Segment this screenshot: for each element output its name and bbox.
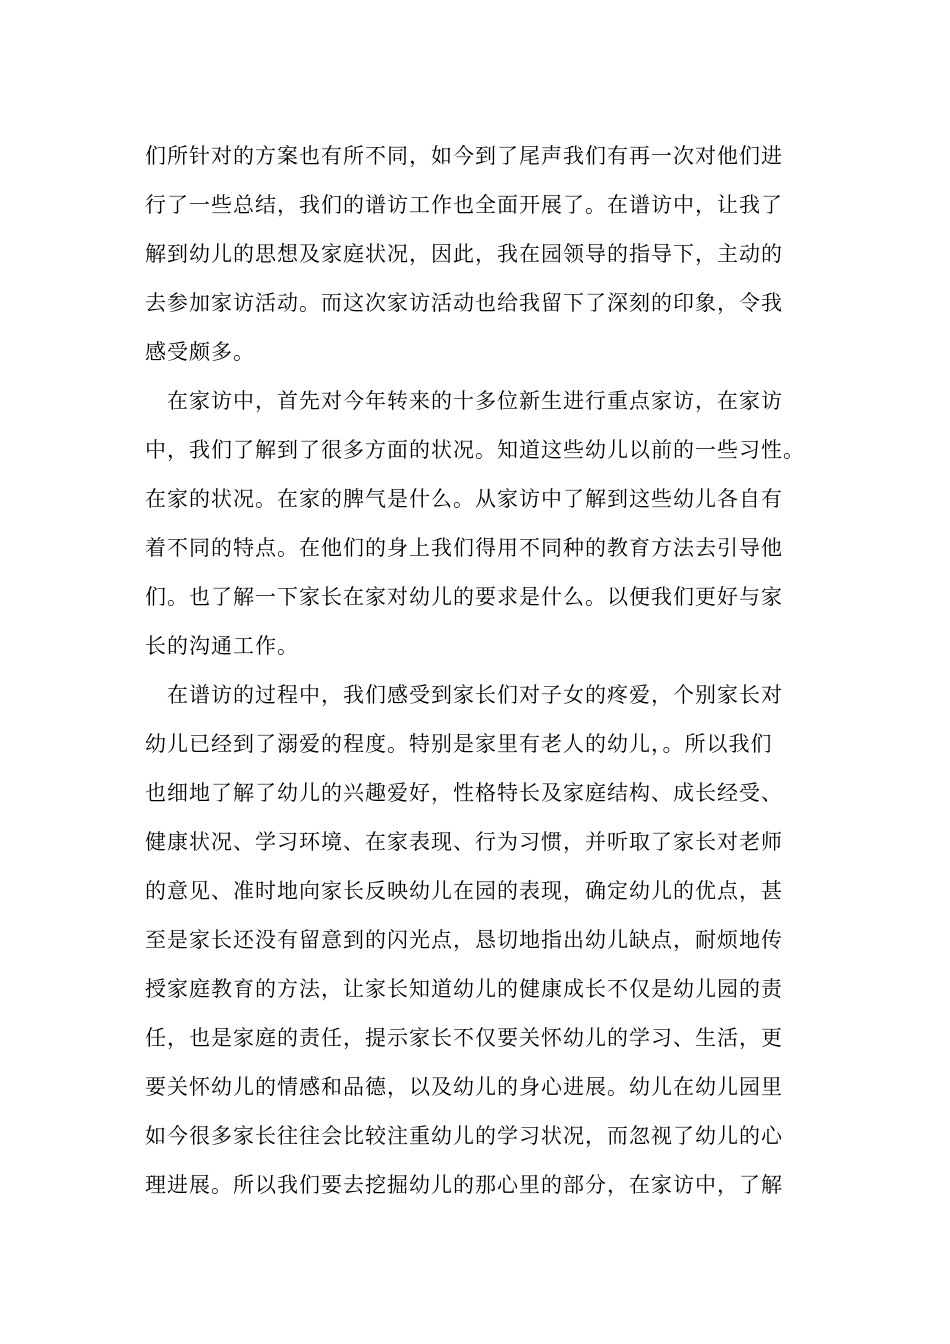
text-line: 解到幼儿的思想及家庭状况，因此，我在园领导的指导下，主动的 bbox=[145, 242, 783, 266]
text-line: 至是家长还没有留意到的闪光点，恳切地指出幼儿缺点，耐烦地传 bbox=[145, 928, 783, 952]
text-line: 要关怀幼儿的情感和品德，以及幼儿的身心进展。幼儿在幼儿园里 bbox=[145, 1075, 783, 1099]
text-line: 健康状况、学习环境、在家表现、行为习惯，并听取了家长对老师 bbox=[145, 830, 783, 854]
text-line: 感受颇多。 bbox=[145, 340, 255, 364]
text-line: 幼儿已经到了溺爱的程度。特别是家里有老人的幼儿，。所以我们 bbox=[145, 732, 773, 756]
text-line: 中，我们了解到了很多方面的状况。知道这些幼儿以前的一些习性。 bbox=[145, 438, 805, 462]
text-line: 长的沟通工作。 bbox=[145, 634, 299, 658]
text-line: 也细地了解了幼儿的兴趣爱好，性格特长及家庭结构、成长经受、 bbox=[145, 781, 783, 805]
document-body bbox=[145, 132, 825, 1210]
paragraph-first-line: 在谱访的过程中，我们感受到家长们对子女的疼爱，个别家长对 bbox=[167, 683, 783, 707]
text-line: 授家庭教育的方法，让家长知道幼儿的健康成长不仅是幼儿园的责 bbox=[145, 977, 783, 1001]
paragraph-first-line: 在家访中，首先对今年转来的十多位新生进行重点家访，在家访 bbox=[167, 389, 783, 413]
text-line: 理进展。所以我们要去挖掘幼儿的那心里的部分，在家访中，了解 bbox=[145, 1173, 783, 1197]
text-line: 们所针对的方案也有所不同，如今到了尾声我们有再一次对他们进 bbox=[145, 144, 783, 168]
text-line: 如今很多家长往往会比较注重幼儿的学习状况，而忽视了幼儿的心 bbox=[145, 1124, 783, 1148]
text-line: 着不同的特点。在他们的身上我们得用不同种的教育方法去引导他 bbox=[145, 536, 783, 560]
text-line: 行了一些总结，我们的谱访工作也全面开展了。在谱访中，让我了 bbox=[145, 193, 783, 217]
text-line: 们。也了解一下家长在家对幼儿的要求是什么。以便我们更好与家 bbox=[145, 585, 783, 609]
text-line: 去参加家访活动。而这次家访活动也给我留下了深刻的印象，令我 bbox=[145, 291, 783, 315]
text-line: 任，也是家庭的责任，提示家长不仅要关怀幼儿的学习、生活，更 bbox=[145, 1026, 783, 1050]
text-line: 的意见、准时地向家长反映幼儿在园的表现，确定幼儿的优点，甚 bbox=[145, 879, 783, 903]
text-line: 在家的状况。在家的脾气是什么。从家访中了解到这些幼儿各自有 bbox=[145, 487, 783, 511]
